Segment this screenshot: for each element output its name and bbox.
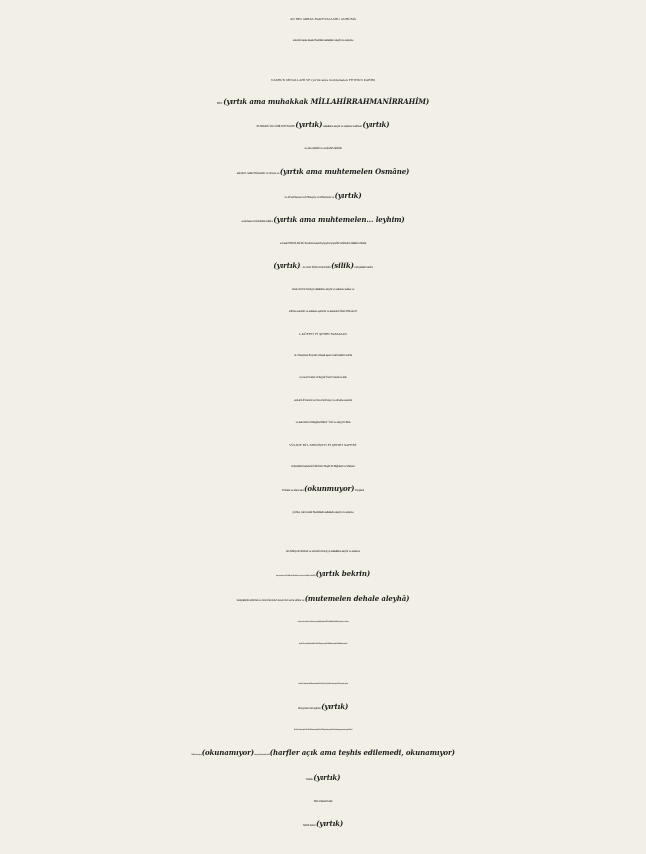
text-line: ve kabruhû bi'l-Bağdad Bâbü^t-tîn ve Aliyyü'r-Rızâ xyxy=(295,420,351,424)
annotation: (yırtık) xyxy=(316,819,344,829)
annotation: (yırtık ama muhtemelen... leyhim) xyxy=(273,214,405,224)
annotation: (okunmuyor) xyxy=(304,483,355,493)
text-line: ecmaîn EMMÂ BA'DÜ fe-hâzâ nesebü'ş-Şeyhu'ş-Şerîfü'z-Zâhidü's-Sâlikü's-Sâdât xyxy=(279,241,367,245)
annotation-line xyxy=(4,657,642,674)
text-line: Süveydan min aşîreti (yırtık) xyxy=(297,701,349,711)
annotation-line xyxy=(4,837,642,854)
text-line: ennehû kaale kaale Resûllah sallallahu aleyhi ve selleme xyxy=(292,39,354,43)
annotation: (yırtık) xyxy=(295,120,323,130)
text-line: L-KÛFETİ FÎ ŞEHRİ RAMAZAN xyxy=(298,332,348,337)
text-line: alâ fahr'i celilin Ebûbekrin ve Omere ve (yırtık ama muhtemelen Osmâne) xyxy=(236,166,410,176)
text-line: ve hiye tis'ate sinîne ve kânet men yuhibbu'n-nisâi ilâ Resûlillahi sallallahu aleyhi ve selleme xyxy=(297,622,349,624)
annotation: (yırtık) xyxy=(334,190,362,200)
annotation-line xyxy=(4,52,642,69)
annotation: (okunamıyor) xyxy=(201,747,254,757)
annotation: (yırtık ama muhtemelen Osmâne) xyxy=(279,166,410,176)
annotation: (harfler açık ama teşhis edilemedi, okunamıyor) xyxy=(269,747,455,757)
text-line: ennehû fî'l-Arabi ve hüve ibnü'sney ve erbaîne senetin xyxy=(293,398,353,402)
annotation-line xyxy=(4,524,642,541)
annotation: (yırtık) xyxy=(313,772,341,782)
text-line: Nukile (yırtık) xyxy=(305,772,341,782)
text-line: fi'l-Irakı ve kâne kad (okunmuyor) fi'ş-Şâmi xyxy=(281,483,365,493)
text-line: beyânü'l- aşereti'lleti mürîdü Câferi't-Tayyâr aşîreti Bâbikî min aşîreti Bâzikî min aşîreti xyxy=(298,644,348,646)
text-line: el-Abbase rızvânullahi teâlâ a (yırtık ama muhtemelen... leyhim) xyxy=(241,214,405,224)
annotation: (yırtık ama muhakkak MİLLAHİRRAHMANİRRAHİM) xyxy=(223,97,430,107)
text-line: misle ömri'n-Nebiyyi sallallahu aleyhi ve selleme selâse ve xyxy=(291,288,355,292)
text-line: VÜLİDE Bİ'L-MEDÎNETİ FÎ ŞEHR'İ SAFERÎ' xyxy=(289,442,357,447)
text-line: l-Muzafferi katelehû Hârûnü'r-Reşîd fi'l-Bağdadi ve Mansur xyxy=(291,464,355,468)
text-line: Min nüshati'l-atîk xyxy=(313,800,333,803)
annotation: (silik) xyxy=(331,260,354,270)
text-line: lem yetezevvec alâ Hadîcete illâ mâtet ve tezevvece bi-Âişete binti Ebî (yırtık bekrin) xyxy=(275,569,371,579)
text-line: ve mevti Cafer et-Tayyâr fî arz'ı Gazâl ve kile xyxy=(299,376,347,380)
text-line: ve alâ evlâdihî ve ezvâcihi't-tâhirâti xyxy=(304,147,342,151)
text-line: Tarihi hams (yırtık) xyxy=(302,819,344,829)
text-line: Benî Acel min aşîreti Benî Hilal min naşîreti Benî Zübeyd min aşîreti Benî (okunmuyor) min aşîreti Benî xyxy=(293,729,353,731)
text-line: sittûne senetin ve selâsete eşhurin ve katetehû İbnü Mülcem fi' xyxy=(289,310,357,314)
text-line: NASRUN MİNALLAHİ VE (yırtık ama muhtemelen FETHUN KARÎB) xyxy=(270,78,376,83)
annotation: (mutemelen dehale aleyhâ) xyxy=(304,594,410,604)
text-line: BİS (yırtık ama muhakkak MİLLAHİRRAHMANİRRAHİM) xyxy=(216,97,430,107)
annotation: (yırtık) xyxy=(362,120,390,130)
text-line: AN İBN ABBAS RADFIYALLAHU ANHÜMÂ xyxy=(290,17,356,21)
text-line: bin Mâriyeti'l-Kıbtati ve emmâ'n-Nebiyyü sallallahu aleyhi ve selleme xyxy=(285,550,360,554)
text-line: Lehini (?) min aşîreti Kîlan min aşîreti Hubi (?) min Çaklı (?) min aşîreti Zekey min aşîreti xyxy=(298,683,348,685)
annotation: (yırtık) xyxy=(273,260,301,270)
text-line: ELHAMDÜ LİLLÂHİLLEZÎ EAZZE (yırtık) sallallahu aleyhi ve selleme teslîmen (yırtık) xyxy=(256,120,390,130)
text-line: ve Alî el-Hasene ve'l-Hüseyne ve'l-Hamzete ve (yırtık) xyxy=(284,190,362,200)
annotation: (yırtık) xyxy=(321,701,349,711)
annotation: (yırtık bekrin) xyxy=(315,569,371,579)
text-line: (yırtık)... ne ömri Emîru'l-mü'minîn (silik) radıyallahü anhü xyxy=(273,260,373,270)
text-line: radıyallahü anhümâ ve ömruhâ inde't-tezevvüci seb'a sinîne ve (mutemelen dehale aleyhâ) xyxy=(236,594,410,604)
text-line: (yırtık)...hâi benâti Resûlillahi sallallahu aleyhi ve selleme xyxy=(292,510,354,514)
text-line: Müdlic min aşîreti (okunamıyor) min aşîreti Sineminli evlâdi (harfler açık ama teşhis edilemedi, okunamıyor) xyxy=(191,747,455,757)
text-line: el- Muazzam fî leyleti erbaati aşere vakti salâti's-subhi xyxy=(294,354,352,358)
